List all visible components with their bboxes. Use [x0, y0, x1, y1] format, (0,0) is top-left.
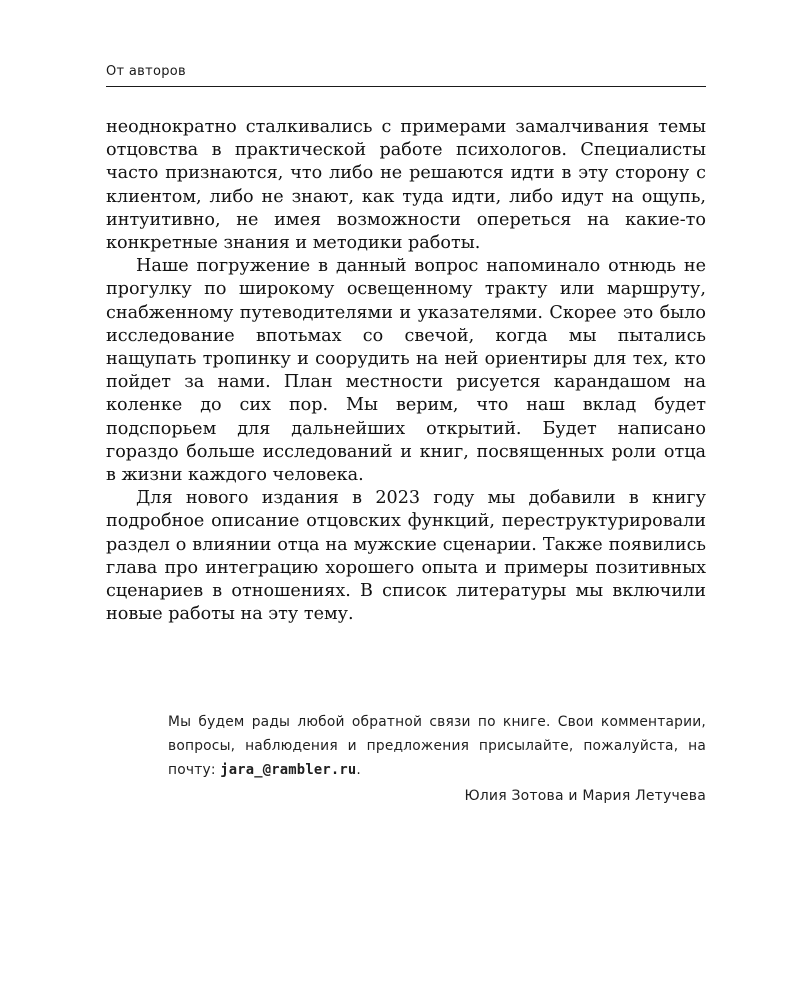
feedback-note — [168, 710, 706, 782]
feedback-note-end: . — [356, 762, 361, 778]
body-text — [106, 116, 706, 626]
paragraph-1: неоднократно сталкивались с примерами замалчивания темы отцовства в практической работе психологов. Специалисты часто признаются, что либо не решаются идти в эту сторону с клиентом, либо не знают, как туда идти, либо идут на ощупь, интуитивно, не имея возможности опереться на какие-то конкретные знания и методики работы. — [106, 117, 706, 254]
paragraph-2: Наше погружение в данный вопрос напоминало отнюдь не прогулку по широкому освещенному тракту или маршруту, снабженному путеводителями и указателями. Скорее это было исследование впотьмах со свечой, когда мы пытались нащупать тропинку и соорудить на ней ориентиры для тех, кто пойдет за нами. План местности рисуется карандашом на коленке до сих пор. Мы верим, что наш вклад будет подспорьем для дальнейших открытий. Будет написано гораздо больше исследований и книг, посвященных роли отца в жизни каждого человека. — [106, 256, 706, 486]
header-rule — [106, 86, 706, 87]
running-head: От авторов — [106, 64, 186, 79]
paragraph-3: Для нового издания в 2023 году мы добавили в книгу подробное описание отцовских функций, переструктурировали раздел о влиянии отца на мужские сценарии. Также появились глава про интеграцию хорошего опыта и примеры позитивных сценариев в отношениях. В список литературы мы включили новые работы на эту тему. — [106, 488, 706, 625]
contact-email[interactable]: jara_@rambler.ru — [220, 762, 357, 778]
feedback-note-text: Мы будем рады любой обратной связи по книге. Свои комментарии, вопросы, наблюдения и предложения присылайте, пожалуйста, на почту: — [168, 714, 706, 778]
authors-signature: Юлия Зотова и Мария Летучева — [464, 788, 706, 804]
